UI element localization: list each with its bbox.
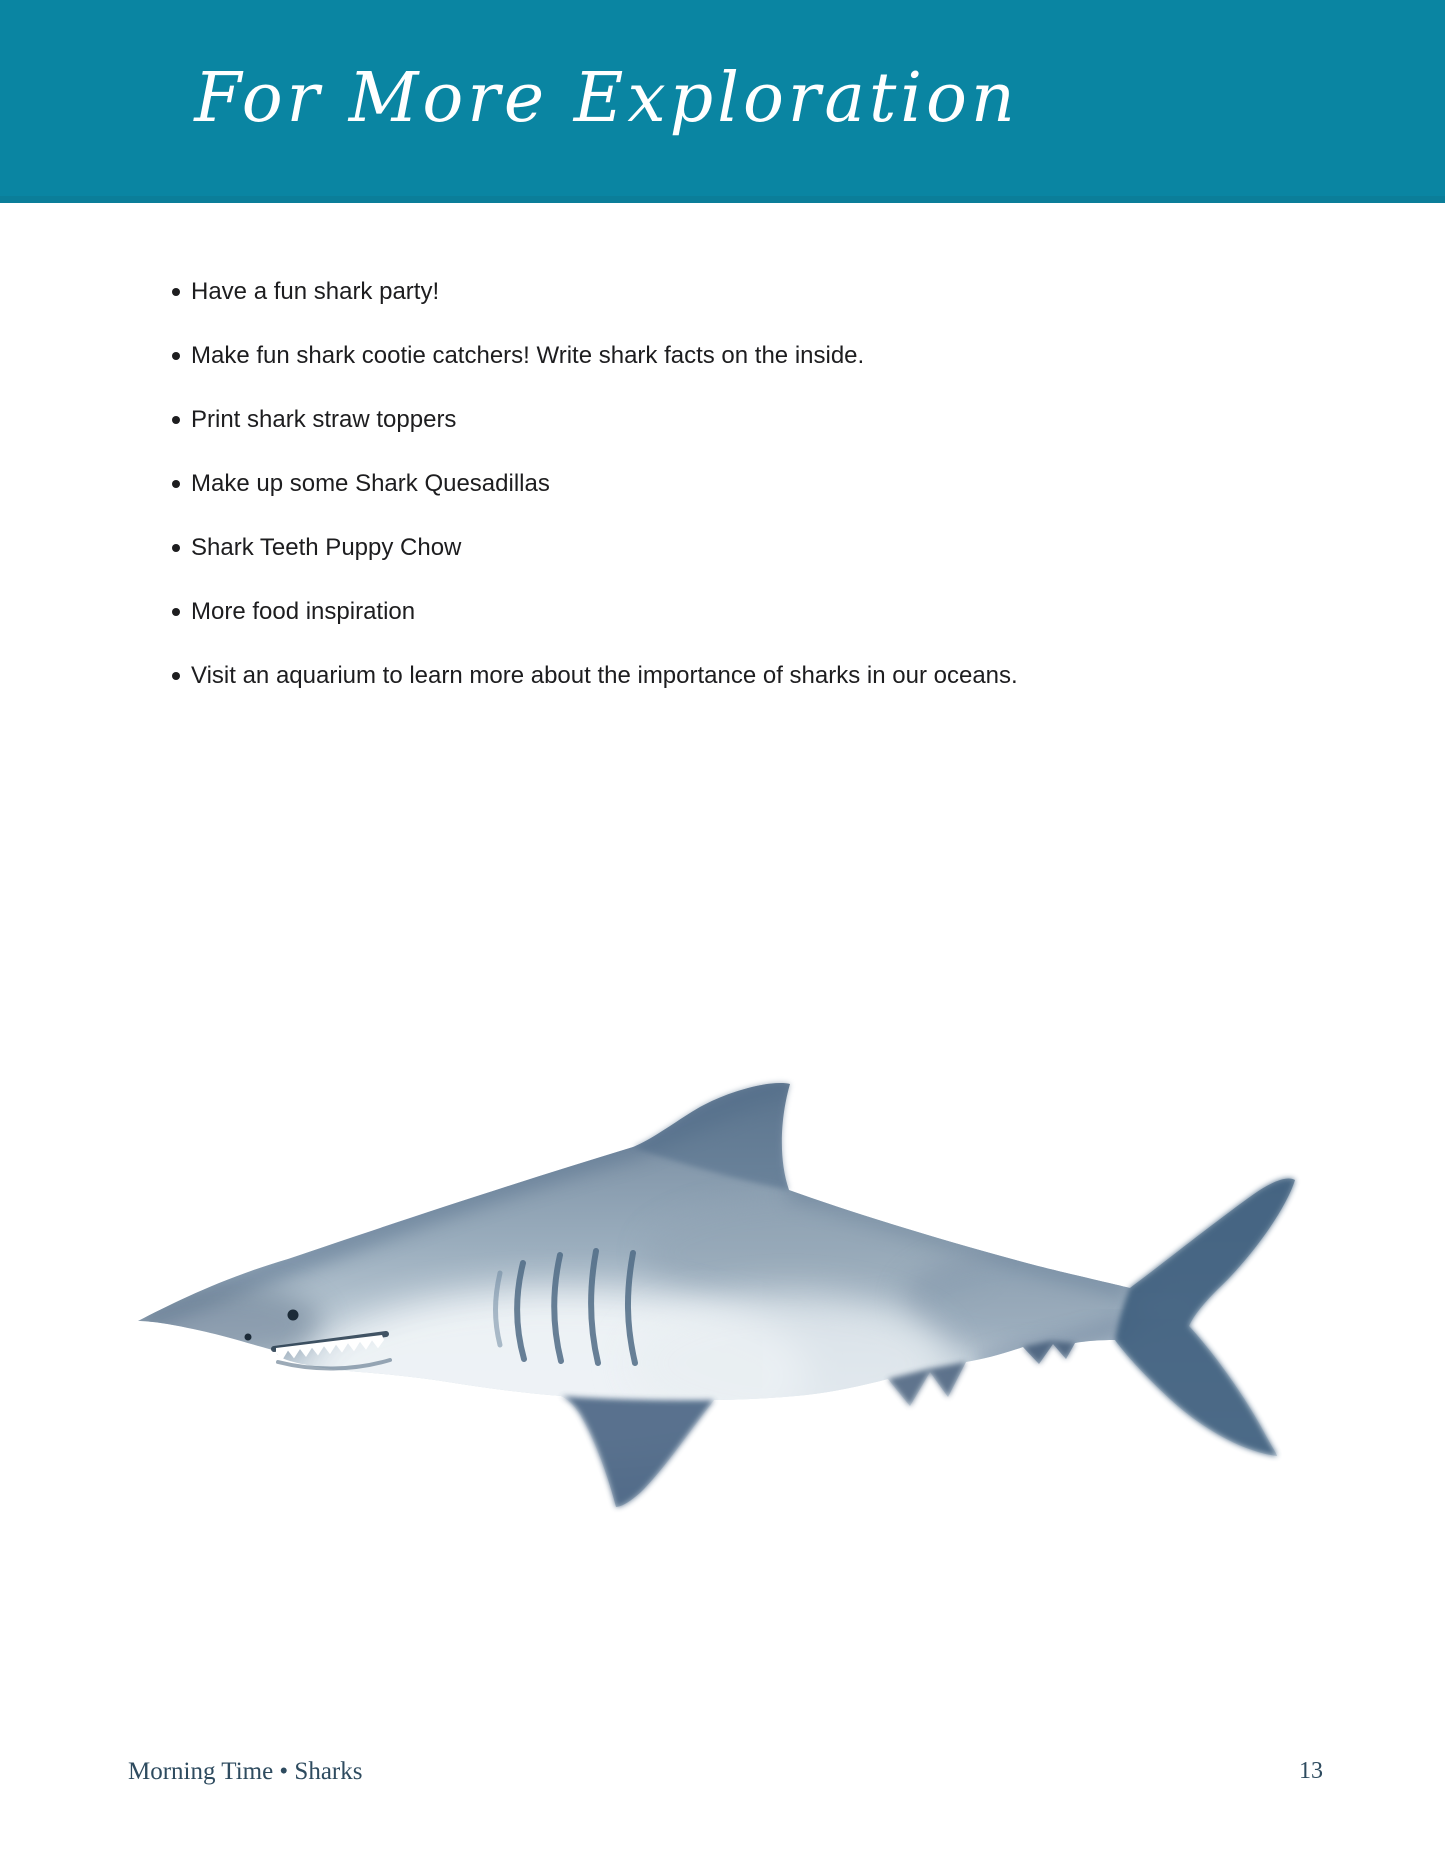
list-item-text: Have a fun shark party! [191, 278, 440, 305]
list-item [160, 452, 1018, 516]
list-item-text: More food inspiration [191, 598, 416, 625]
list-item-text: Make fun shark cootie catchers! Write shark facts on the inside. [191, 342, 865, 369]
nostril [245, 1334, 252, 1341]
bullet-icon [172, 672, 180, 680]
list-item-text: Print shark straw toppers [191, 406, 457, 433]
list-item-text: Shark Teeth Puppy Chow [191, 534, 462, 561]
bullet-icon [172, 544, 180, 552]
bullet-icon [172, 480, 180, 488]
list-item-text: Make up some Shark Quesadillas [191, 470, 550, 497]
pectoral-fin [561, 1396, 714, 1507]
footer-title: Morning Time • Sharks [128, 1758, 363, 1785]
bullet-icon [172, 288, 180, 296]
page-number: 13 [1299, 1758, 1323, 1784]
bullet-icon [172, 416, 180, 424]
tail-fin [1115, 1179, 1295, 1456]
list-item [160, 388, 1018, 452]
list-item-text: Visit an aquarium to learn more about the importance of sharks in our oceans. [191, 662, 1018, 689]
eye [288, 1310, 299, 1321]
shark-illustration [128, 1063, 1313, 1523]
list-item [160, 324, 1018, 388]
activity-list [160, 260, 1018, 708]
list-item [160, 580, 1018, 644]
bullet-icon [172, 352, 180, 360]
bullet-icon [172, 608, 180, 616]
page-title: For More Exploration [194, 58, 1019, 138]
list-item [160, 260, 1018, 324]
list-item [160, 644, 1018, 708]
list-item [160, 516, 1018, 580]
header-banner [0, 0, 1445, 203]
